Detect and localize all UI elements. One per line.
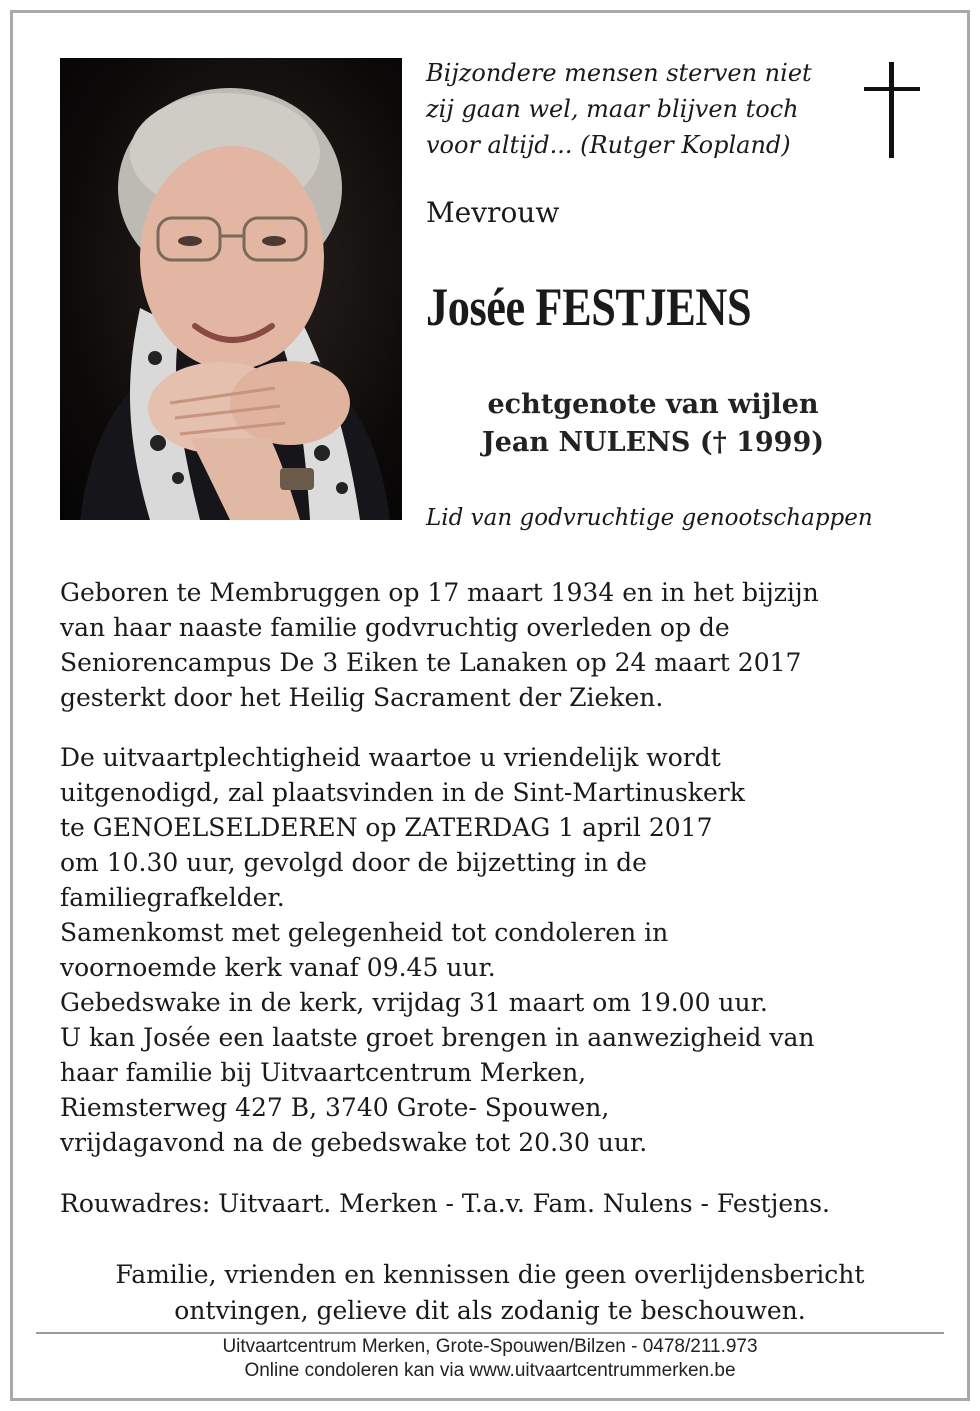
text-line: Seniorencampus De 3 Eiken te Lanaken op 24 maart 2017 (60, 648, 802, 677)
text-line: Geboren te Membruggen op 17 maart 1934 en in het bijzijn (60, 578, 819, 607)
footer-contact: Uitvaartcentrum Merken, Grote-Spouwen/Bilzen - 0478/211.973 (222, 1336, 758, 1357)
memorial-quote (426, 55, 846, 163)
spouse-line: Jean NULENS († 1999) (481, 427, 825, 458)
text-line: De uitvaartplechtigheid waartoe u vriendelijk wordt (60, 743, 721, 772)
text-line: haar familie bij Uitvaartcentrum Merken, (60, 1058, 587, 1087)
footer-divider (36, 1332, 944, 1334)
text-line: familiegrafkelder. (60, 883, 285, 912)
text-line: Gebedswake in de kerk, vrijdag 31 maart om 19.00 uur. (60, 988, 768, 1017)
quote-line: voor altijd... (Rutger Kopland) (426, 131, 791, 159)
text-line: Samenkomst met gelegenheid tot condoleren in (60, 918, 669, 947)
closing-line: ontvingen, gelieve dit als zodanig te beschouwen. (174, 1296, 806, 1325)
funeral-details-paragraph (60, 740, 940, 1160)
quote-line: Bijzondere mensen sterven niet (426, 59, 812, 87)
text-line: te GENOELSELDEREN op ZATERDAG 1 april 2017 (60, 813, 713, 842)
text-line: gesterkt door het Heilig Sacrament der Zieken. (60, 683, 664, 712)
footer-website: Online condoleren kan via www.uitvaartcentrummerken.be (244, 1360, 736, 1381)
spouse-info (426, 386, 880, 462)
text-line: uitgenodigd, zal plaatsvinden in de Sint-Martinuskerk (60, 778, 745, 807)
text-line: Riemsterweg 427 B, 3740 Grote- Spouwen, (60, 1093, 610, 1122)
closing-line: Familie, vrienden en kennissen die geen overlijdensbericht (115, 1260, 865, 1289)
text-line: om 10.30 uur, gevolgd door de bijzetting in de (60, 848, 647, 877)
mourning-address (60, 1186, 940, 1221)
text-line: van haar naaste familie godvruchtig overleden op de (60, 613, 730, 642)
text-line: voornoemde kerk vanaf 09.45 uur. (60, 953, 496, 982)
spouse-line: echtgenote van wijlen (487, 389, 819, 420)
closing-notice (40, 1257, 940, 1329)
footer (40, 1335, 940, 1383)
text-line: vrijdagavond na de gebedswake tot 20.30 uur. (60, 1128, 648, 1157)
text-line: Rouwadres: Uitvaart. Merken - T.a.v. Fam. Nulens - Festjens. (60, 1189, 831, 1218)
honorific: Mevrouw (426, 196, 560, 229)
quote-line: zij gaan wel, maar blijven toch (426, 95, 799, 123)
membership-note: Lid van godvruchtige genootschappen (426, 505, 873, 531)
birth-death-paragraph (60, 575, 940, 715)
portrait-photo (60, 58, 402, 520)
deceased-name: Josée FESTJENS (426, 277, 752, 337)
text-line: U kan Josée een laatste groet brengen in aanwezigheid van (60, 1023, 815, 1052)
cross-icon (864, 62, 920, 158)
